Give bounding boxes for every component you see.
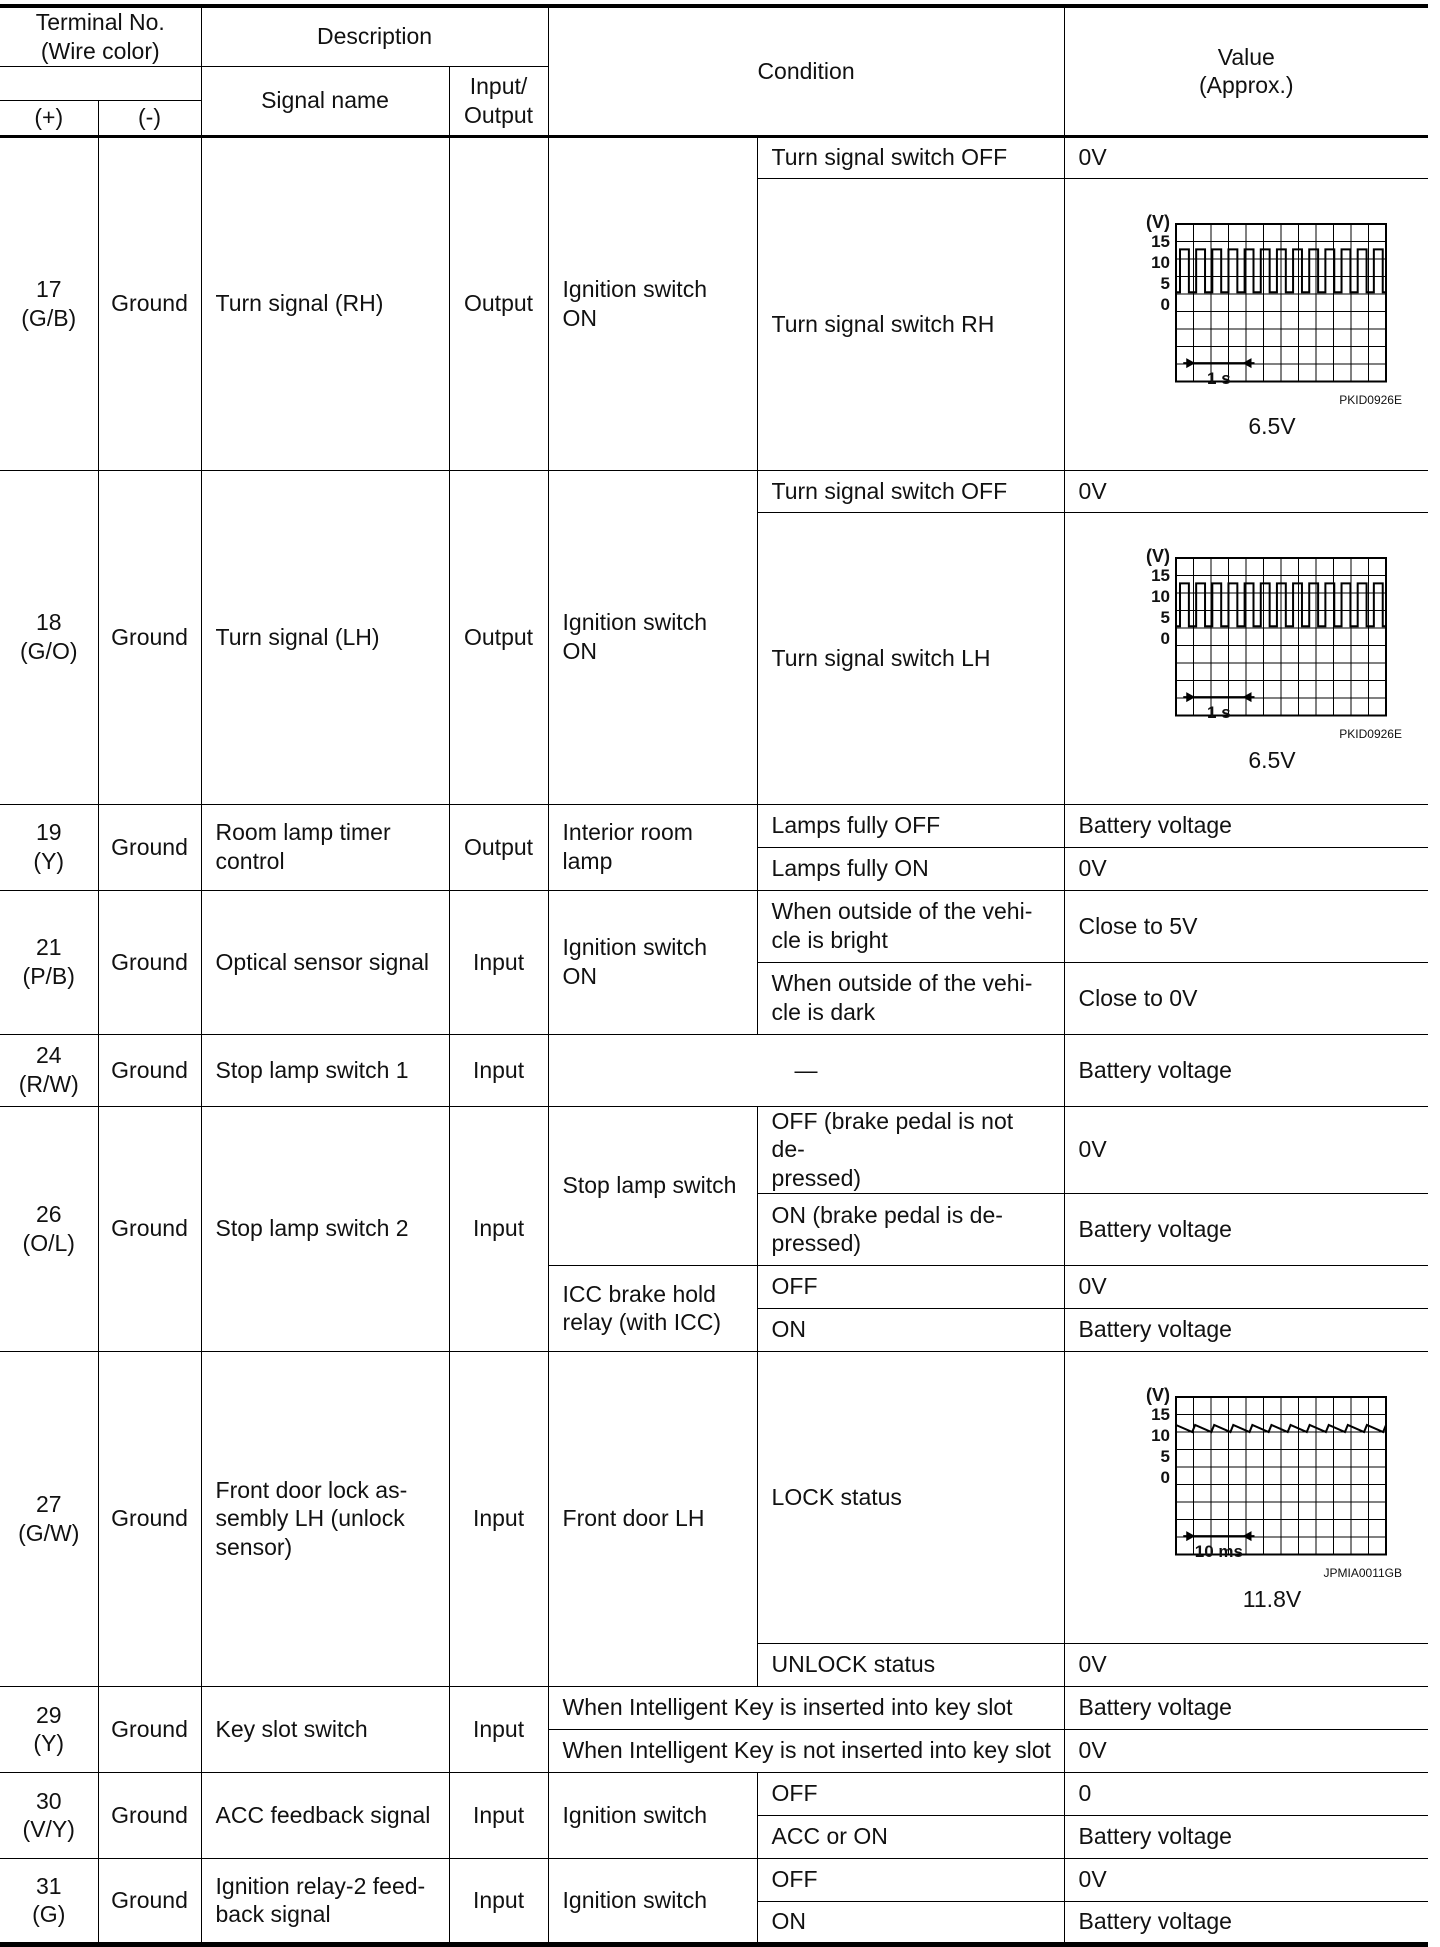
io-cell: Input [449,890,548,1034]
axis-tick-label: 10 [1151,587,1171,606]
waveform-cell [1064,1351,1428,1643]
signal-name: Turn signal (LH) [201,470,449,804]
condition-sub: Lamps fully OFF [757,804,1064,847]
waveform-cell [1064,512,1428,804]
terminal-cell [0,1772,98,1858]
terminal-number: 18 [35,609,62,636]
time-scale-label: 10 ms [1195,1542,1244,1562]
condition-sub: ON [757,1901,1064,1944]
signal-line: Room lamp timer [215,819,391,846]
condition-line: pressed) [771,1230,862,1257]
wire-color: (G/O) [20,638,78,664]
condition-line: relay (with ICC) [562,1309,721,1336]
io-cell: Input [449,1772,548,1858]
terminal-no-label: Terminal No. [35,9,165,35]
io-label-2: Output [464,101,534,128]
terminal-header-spacer [0,66,201,100]
value-header [1064,6,1428,136]
io-cell: Input [449,1106,548,1351]
condition-sub [757,1106,1064,1193]
condition-sub [757,962,1064,1034]
value-cell: Battery voltage [1064,1686,1428,1729]
condition-main: Stop lamp switch [548,1106,757,1265]
minus-cell: Ground [98,1686,201,1772]
minus-cell: Ground [98,470,201,804]
waveform-value: 6.5V [1248,413,1296,439]
signal-name [201,804,449,890]
approx-label: (Approx.) [1198,72,1294,99]
terminal-number: 26 [35,1200,62,1227]
signal-line: control [215,848,285,874]
axis-tick-label: 0 [1160,629,1171,648]
signal-name: Stop lamp switch 2 [201,1106,449,1351]
condition-sub: Turn signal switch LH [757,512,1064,804]
value-cell: 0V [1064,1106,1428,1193]
io-cell: Input [449,1858,548,1944]
terminal-cell [0,890,98,1034]
condition-line: Ignition switch [562,275,707,302]
table-row [0,1034,1428,1106]
value-cell: 0 [1064,1772,1428,1815]
condition-sub: OFF [757,1265,1064,1308]
axis-tick-label: 10 [1151,253,1171,272]
condition-main: — [548,1034,1064,1106]
table-row [0,1686,1428,1729]
condition-line: OFF (brake pedal is not de- [771,1107,1014,1163]
minus-cell: Ground [98,1858,201,1944]
table-row [0,470,1428,512]
table-row [0,890,1428,962]
io-cell: Output [449,804,548,890]
waveform-value: 6.5V [1248,747,1296,773]
signal-name: Turn signal (RH) [201,136,449,470]
signal-line: Ignition relay-2 feed- [215,1872,426,1899]
waveform-chart [1086,542,1406,774]
minus-cell: Ground [98,804,201,890]
signal-name [201,1351,449,1686]
terminal-cell [0,1858,98,1944]
io-cell: Output [449,470,548,804]
condition-line: cle is bright [771,927,888,953]
condition-sub: ACC or ON [757,1815,1064,1858]
axis-tick-label: 15 [1151,232,1171,251]
terminal-number: 31 [35,1872,62,1899]
value-cell: 0V [1064,1265,1428,1308]
condition-line: Ignition switch [562,934,707,961]
wire-color-label: (Wire color) [40,37,160,64]
value-cell: Close to 5V [1064,890,1428,962]
terminal-number: 24 [35,1042,62,1069]
terminal-number: 19 [35,819,62,846]
time-scale-label: 1 s [1207,369,1231,389]
figure-code: PKID0926E [1339,727,1403,741]
condition-sub: Turn signal switch RH [757,178,1064,470]
axis-unit-label: (V) [1146,1385,1171,1406]
signal-line: back signal [215,1901,331,1928]
condition-line: pressed) [771,1165,862,1191]
wire-color: (O/L) [22,1229,75,1256]
condition-sub: When Intelligent Key is not inserted into key slot [548,1729,1064,1772]
value-cell: Battery voltage [1064,1034,1428,1106]
condition-line: ICC brake hold [562,1280,716,1307]
condition-line: ON (brake pedal is de- [771,1201,1003,1228]
plus-header: (+) [0,100,98,136]
figure-code: PKID0926E [1339,393,1403,407]
value-cell: Battery voltage [1064,1193,1428,1265]
condition-main: Ignition switch [548,1858,757,1944]
value-cell: Battery voltage [1064,1815,1428,1858]
axis-unit-label: (V) [1146,546,1171,566]
condition-sub: Lamps fully ON [757,847,1064,890]
description-header: Description [201,6,548,66]
io-cell: Input [449,1351,548,1686]
value-cell: 0V [1064,847,1428,890]
terminal-cell [0,1034,98,1106]
condition-sub: Turn signal switch OFF [757,470,1064,512]
condition-line: Interior room [562,819,693,846]
condition-line: Ignition switch [562,609,707,636]
condition-sub: OFF [757,1772,1064,1815]
axis-tick-label: 15 [1151,1405,1171,1425]
condition-line: When outside of the vehi- [771,898,1033,925]
condition-sub [757,1193,1064,1265]
condition-line: cle is dark [771,999,876,1025]
value-label: Value [1217,43,1275,70]
axis-tick-label: 5 [1160,608,1171,627]
io-header [449,66,548,136]
condition-sub [757,890,1064,962]
condition-main [548,470,757,804]
axis-unit-label: (V) [1146,212,1171,232]
signal-line: sensor) [215,1534,293,1561]
condition-main [548,804,757,890]
terminal-cell [0,1106,98,1351]
condition-line: ON [562,304,598,331]
signal-name [201,1858,449,1944]
condition-sub: LOCK status [757,1351,1064,1643]
io-cell: Input [449,1686,548,1772]
table-row [0,804,1428,847]
io-cell: Input [449,1034,548,1106]
value-cell: Battery voltage [1064,804,1428,847]
axis-tick-label: 10 [1151,1426,1171,1446]
minus-cell: Ground [98,890,201,1034]
io-label-1: Input/ [469,72,528,99]
wire-color: (R/W) [18,1071,79,1097]
signal-name-header: Signal name [201,66,449,136]
condition-main: Front door LH [548,1351,757,1686]
table-row [0,1858,1428,1901]
terminal-number: 27 [35,1491,62,1517]
terminal-number: 17 [35,275,62,302]
signal-line: Front door lock as- [215,1476,408,1503]
axis-tick-label: 0 [1160,1468,1171,1488]
waveform-value: 11.8V [1243,1586,1302,1613]
axis-tick-label: 5 [1160,274,1171,293]
signal-name: ACC feedback signal [201,1772,449,1858]
terminal-cell [0,136,98,470]
value-cell: Battery voltage [1064,1308,1428,1351]
minus-cell: Ground [98,1106,201,1351]
signal-name: Optical sensor signal [201,890,449,1034]
condition-sub: Turn signal switch OFF [757,136,1064,178]
condition-line: lamp [562,848,613,874]
value-cell: 0V [1064,136,1428,178]
condition-line: ON [562,963,598,989]
condition-line: When outside of the vehi- [771,970,1033,997]
signal-name: Stop lamp switch 1 [201,1034,449,1106]
axis-tick-label: 5 [1160,1447,1171,1467]
terminal-cell [0,470,98,804]
axis-tick-label: 0 [1160,295,1171,314]
terminal-no-header [0,6,201,66]
value-cell: Close to 0V [1064,962,1428,1034]
waveform-chart [1086,208,1406,440]
terminal-number: 30 [35,1787,62,1814]
table-row [0,136,1428,178]
terminal-cell [0,804,98,890]
io-cell: Output [449,136,548,470]
header-row [0,6,1428,66]
condition-line: ON [562,638,598,664]
condition-main [548,136,757,470]
value-cell: 0V [1064,1643,1428,1686]
wire-color: (G/W) [18,1519,80,1546]
condition-main: Ignition switch [548,1772,757,1858]
wire-color: (G/B) [21,304,77,331]
waveform-chart [1086,1381,1406,1613]
condition-main [548,1265,757,1351]
minus-cell: Ground [98,1772,201,1858]
value-cell: Battery voltage [1064,1901,1428,1944]
table-row [0,1106,1428,1193]
minus-cell: Ground [98,1351,201,1686]
figure-code: JPMIA0011GB [1323,1566,1403,1581]
condition-sub: UNLOCK status [757,1643,1064,1686]
table-row [0,1772,1428,1815]
axis-tick-label: 15 [1151,566,1171,585]
table-row [0,1351,1428,1643]
value-cell: 0V [1064,1858,1428,1901]
wire-color: (G) [32,1901,66,1928]
waveform-cell [1064,178,1428,470]
minus-cell: Ground [98,1034,201,1106]
condition-sub: OFF [757,1858,1064,1901]
condition-sub: When Intelligent Key is inserted into key slot [548,1686,1064,1729]
terminal-spec-table [0,4,1428,1947]
condition-header: Condition [548,6,1064,136]
wire-color: (Y) [33,1730,65,1757]
signal-line: sembly LH (unlock [215,1505,405,1532]
condition-main [548,890,757,1034]
signal-name: Key slot switch [201,1686,449,1772]
value-cell: 0V [1064,1729,1428,1772]
terminal-cell [0,1351,98,1686]
wire-color: (Y) [33,848,65,874]
wire-color: (P/B) [22,963,75,989]
terminal-number: 29 [35,1701,62,1728]
minus-cell: Ground [98,136,201,470]
terminal-cell [0,1686,98,1772]
terminal-number: 21 [35,934,62,961]
condition-sub: ON [757,1308,1064,1351]
minus-header: (-) [98,100,201,136]
wire-color: (V/Y) [22,1816,75,1843]
value-cell: 0V [1064,470,1428,512]
time-scale-label: 1 s [1207,703,1231,723]
